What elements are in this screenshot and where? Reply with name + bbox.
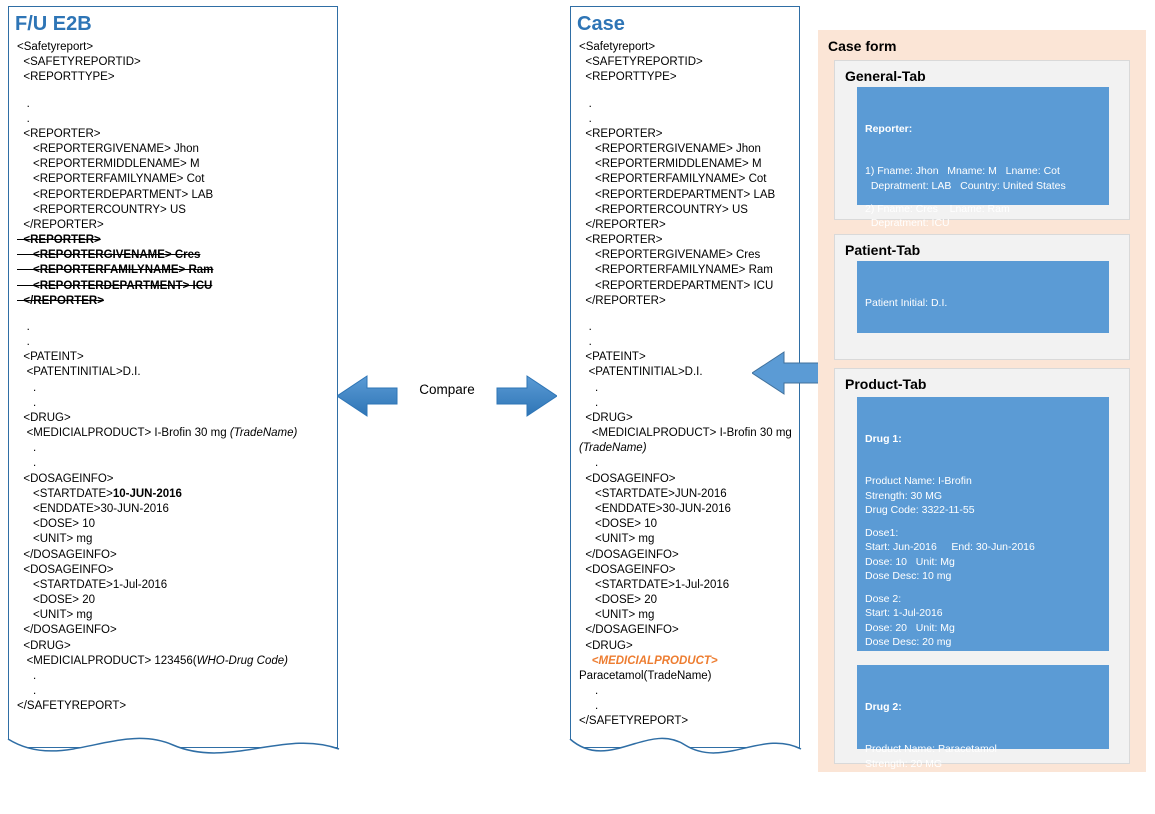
card-line (865, 583, 1101, 592)
torn-edge-left (8, 739, 339, 773)
xml-line: <Safetyreport> (17, 41, 94, 53)
compare-label: Compare (419, 382, 475, 397)
followup-e2b-title: F/U E2B (15, 13, 92, 35)
xml-line: <REPORTER> (17, 127, 101, 140)
card-line: Start: 1-Jul-2016 (865, 607, 943, 620)
card-line: Dose1: (865, 527, 899, 540)
xml-line: <REPORTERFAMILYNAME> Cot (579, 173, 767, 186)
xml-line: (TradeName) (579, 442, 647, 455)
xml-line: <DRUG> (17, 639, 71, 652)
xml-line: <PATEINT> (579, 351, 646, 364)
xml-line: . (579, 457, 599, 470)
xml-line: </SAFETYREPORT> (579, 715, 689, 728)
card-line: Dose Desc: 10 mg (865, 569, 952, 582)
xml-line: . (579, 685, 599, 698)
xml-line: <UNIT> mg (579, 609, 655, 622)
xml-line: </REPORTER> (17, 218, 104, 231)
card-line: Depratment: ICU (865, 217, 950, 230)
card-line (865, 193, 1101, 202)
xml-line: <REPORTERGIVENAME> Cres (579, 249, 761, 262)
xml-line: . (17, 442, 37, 455)
reporter-card-body (865, 164, 1101, 230)
xml-line: . (17, 97, 30, 110)
xml-line: <REPORTERDEPARTMENT> ICU (579, 279, 774, 292)
card-line: 1) Fname: Jhon Mname: M Lname: Cot (865, 165, 1060, 178)
xml-line: . (17, 457, 37, 470)
xml-line: <ENDDATE>30-JUN-2016 (17, 502, 169, 515)
xml-line (17, 86, 329, 97)
xml-line: <DRUG> (579, 411, 633, 424)
general-tab[interactable] (834, 60, 1130, 230)
torn-edge-right (570, 739, 801, 773)
xml-line: . (579, 396, 599, 409)
xml-line: </DOSAGEINFO> (17, 548, 117, 561)
xml-line: <REPORTERGIVENAME> Jhon (17, 143, 199, 156)
xml-line: . (579, 112, 592, 125)
xml-line: <DOSAGEINFO> (579, 472, 676, 485)
xml-line: <REPORTERCOUNTRY> US (579, 203, 748, 216)
compare-arrow-group (337, 368, 557, 424)
xml-line: </SAFETYREPORT> (17, 700, 127, 713)
patient-card-body (865, 296, 1101, 310)
xml-line: <REPORTERDEPARTMENT> LAB (17, 188, 214, 201)
xml-line: <MEDICIALPRODUCT> (579, 654, 718, 667)
xml-line: <DOSAGEINFO> (17, 563, 114, 576)
case-form-title: Case form (828, 38, 897, 54)
xml-line: . (17, 669, 37, 682)
card-line: Strength: 20 MG (865, 757, 943, 770)
xml-line: . (17, 685, 37, 698)
card-line: Dose: 20 Unit: Mg (865, 621, 955, 634)
xml-line: </REPORTER> (17, 294, 104, 307)
xml-line: . (17, 336, 30, 349)
product-tab[interactable] (834, 368, 1130, 784)
xml-line: </REPORTER> (579, 294, 666, 307)
xml-line: <SAFETYREPORTID> (579, 56, 703, 69)
xml-line (579, 86, 791, 97)
card-line: Strength: 30 MG (865, 489, 943, 502)
xml-line: </DOSAGEINFO> (579, 548, 679, 561)
drug1-card (857, 397, 1109, 651)
xml-line: <PATENTINITIAL>D.I. (17, 366, 141, 379)
xml-line: </DOSAGEINFO> (579, 624, 679, 637)
xml-line: <DOSE> 10 (17, 518, 95, 531)
drug1-card-body (865, 474, 1101, 649)
xml-line: <DRUG> (579, 639, 633, 652)
xml-line: <SAFETYREPORTID> (17, 56, 141, 69)
xml-line: <Safetyreport> (579, 41, 656, 53)
xml-line: <MEDICIALPRODUCT> 123456(WHO-Drug Code) (17, 654, 288, 667)
xml-line: . (579, 381, 599, 394)
xml-line: <REPORTERDEPARTMENT> LAB (579, 188, 776, 201)
xml-line: <REPORTERFAMILYNAME> Ram (579, 264, 773, 277)
xml-line: <DOSE> 20 (579, 594, 657, 607)
xml-line: <REPORTTYPE> (17, 71, 115, 84)
xml-line: . (17, 381, 37, 394)
xml-line: . (579, 336, 592, 349)
card-line (865, 517, 1101, 526)
card-line: Dose: 10 Unit: Mg (865, 555, 955, 568)
card-line: Product Name: I-Brofin (865, 475, 972, 488)
xml-line: . (579, 320, 592, 333)
xml-line: <REPORTERDEPARTMENT> ICU (17, 279, 213, 292)
card-line: WHO Code: 123456 (865, 771, 960, 784)
case-title: Case (577, 13, 625, 35)
card-line: Patient Initial: D.I. (865, 296, 948, 309)
reporter-card-header: Reporter: (865, 122, 913, 135)
xml-line: <STARTDATE>10-JUN-2016 (17, 487, 182, 500)
xml-line: <PATEINT> (17, 351, 84, 364)
xml-line: <REPORTERFAMILYNAME> Cot (17, 173, 205, 186)
reporter-card (857, 87, 1109, 230)
drug2-card-header: Drug 2: (865, 700, 902, 713)
general-tab-label: General-Tab (845, 68, 926, 84)
xml-line: <MEDICIALPRODUCT> I-Brofin 30 mg (TradeName) (17, 427, 298, 440)
xml-line: <REPORTERMIDDLENAME> M (579, 158, 762, 171)
followup-e2b-xml (9, 40, 337, 718)
xml-line: <REPORTERCOUNTRY> US (17, 203, 186, 216)
card-line: Depratment: LAB Country: United States (865, 179, 1066, 192)
xml-line: <REPORTERGIVENAME> Jhon (579, 143, 761, 156)
drug1-card-header: Drug 1: (865, 432, 902, 445)
xml-line: <DOSAGEINFO> (17, 472, 114, 485)
card-line: Dose 2: (865, 593, 902, 606)
xml-line: <REPORTER> (17, 234, 101, 247)
xml-line: . (17, 396, 37, 409)
followup-e2b-panel (8, 6, 338, 748)
xml-line: <REPORTER> (579, 127, 663, 140)
xml-line: Paracetamol(TradeName) (579, 669, 712, 682)
xml-line: <MEDICIALPRODUCT> I-Brofin 30 mg (579, 427, 792, 440)
xml-line: <DOSE> 20 (17, 594, 95, 607)
xml-line: <REPORTER> (579, 234, 663, 247)
xml-line: <STARTDATE>1-Jul-2016 (17, 578, 168, 591)
patient-tab-label: Patient-Tab (845, 242, 921, 258)
xml-line: <REPORTERGIVENAME> Cres (17, 249, 201, 262)
xml-line: <ENDDATE>30-JUN-2016 (579, 502, 731, 515)
xml-line (579, 309, 791, 320)
xml-line: </DOSAGEINFO> (17, 624, 117, 637)
xml-line: <DOSAGEINFO> (579, 563, 676, 576)
patient-card (857, 261, 1109, 333)
xml-line (17, 309, 329, 320)
card-line: Start: Jun-2016 End: 30-Jun-2016 (865, 541, 1035, 554)
card-line: Product Name: Paracetamol (865, 743, 997, 756)
xml-line: <REPORTTYPE> (579, 71, 677, 84)
xml-line: <DRUG> (17, 411, 71, 424)
case-form-container (818, 30, 1146, 784)
xml-line: <STARTDATE>JUN-2016 (579, 487, 727, 500)
xml-line: <DOSE> 10 (579, 518, 657, 531)
card-line: Dose Desc: 20 mg (865, 635, 952, 648)
card-line: Drug Code: 3322-11-55 (865, 503, 975, 516)
xml-line: <UNIT> mg (17, 533, 93, 546)
xml-line: . (17, 112, 30, 125)
xml-line: <REPORTERFAMILYNAME> Ram (17, 264, 214, 277)
xml-line: <REPORTERMIDDLENAME> M (17, 158, 200, 171)
product-tab-label: Product-Tab (845, 376, 927, 392)
patient-tab[interactable] (834, 234, 1130, 360)
xml-line: . (17, 320, 30, 333)
card-line: 2) Fname: Cres Lname: Ram (865, 202, 1010, 215)
drug2-card (857, 665, 1109, 784)
xml-line: </REPORTER> (579, 218, 666, 231)
drug2-card-body (865, 742, 1101, 785)
xml-line: <UNIT> mg (579, 533, 655, 546)
xml-line: <PATENTINITIAL>D.I. (579, 366, 703, 379)
xml-line: . (579, 97, 592, 110)
xml-line: . (579, 700, 599, 713)
xml-line: <UNIT> mg (17, 609, 93, 622)
xml-line: <STARTDATE>1-Jul-2016 (579, 578, 730, 591)
